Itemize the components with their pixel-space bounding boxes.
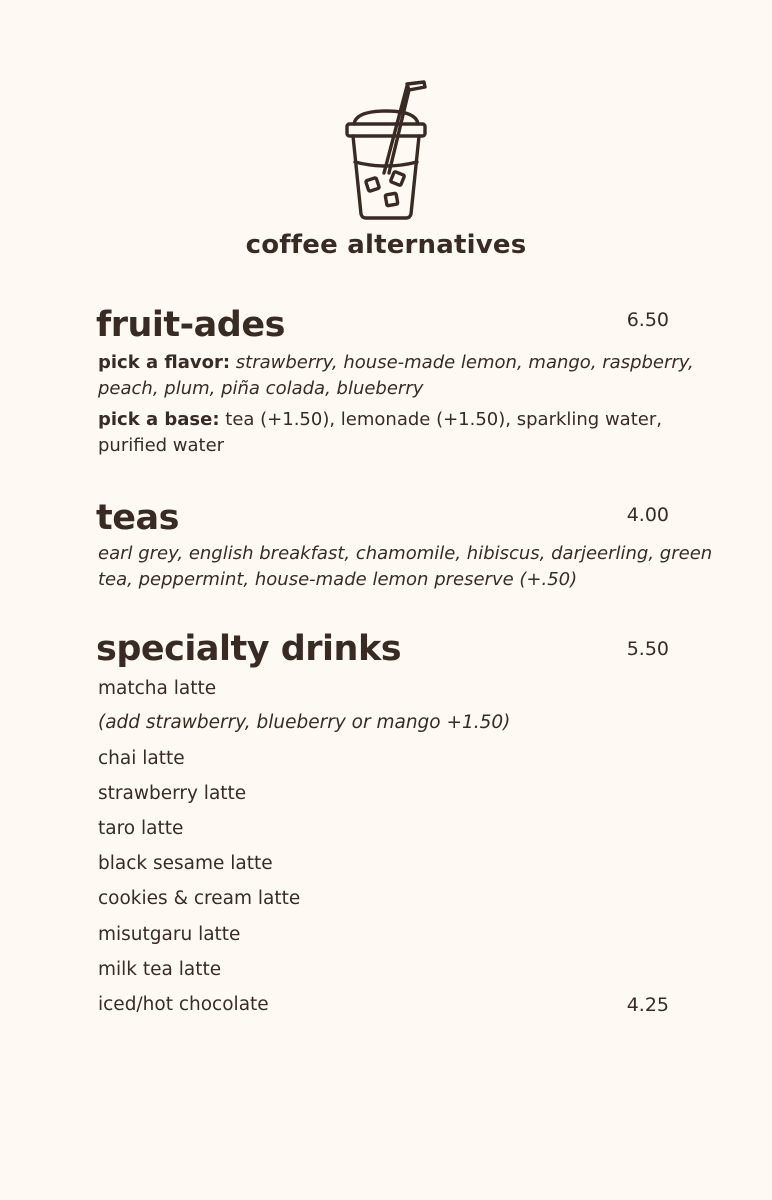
menu-item: misutgaru latte xyxy=(98,924,241,945)
page-title: coffee alternatives xyxy=(245,230,527,260)
menu-item: taro latte xyxy=(98,818,184,839)
tea-list: earl grey, english breakfast, chamomile, hibiscus, darjeerling, green tea, peppermint, house-made lemon preserve (+.50) xyxy=(98,543,713,590)
section-title-specialty-drinks: specialty drinks xyxy=(96,629,402,669)
menu-item: chai latte xyxy=(98,748,185,769)
menu-item: iced/hot chocolate xyxy=(98,994,269,1015)
section-title-fruit-ades: fruit-ades xyxy=(96,305,285,345)
price-teas: 4.00 xyxy=(626,504,669,526)
base-list: tea (+1.50), lemonade (+1.50), sparkling water, purified water xyxy=(98,409,662,456)
menu-item: cookies & cream latte xyxy=(98,888,301,909)
menu-item: black sesame latte xyxy=(98,853,273,874)
price-hot-chocolate: 4.25 xyxy=(626,994,669,1016)
flavor-label: pick a flavor: xyxy=(98,352,231,373)
price-fruit-ades: 6.50 xyxy=(626,309,669,331)
flavor-options xyxy=(98,350,708,402)
price-specialty-drinks: 5.50 xyxy=(626,638,669,660)
menu-item: milk tea latte xyxy=(98,959,222,980)
section-title-teas: teas xyxy=(96,498,179,538)
base-options xyxy=(98,407,708,459)
menu-item: matcha latte xyxy=(98,678,217,699)
menu-item: strawberry latte xyxy=(98,783,247,804)
flavor-list: strawberry, house-made lemon, mango, raspberry, peach, plum, piña colada, blueberry xyxy=(98,352,694,399)
base-label: pick a base: xyxy=(98,409,220,430)
menu-item-addon-note: (add strawberry, blueberry or mango +1.50) xyxy=(98,712,511,733)
iced-drink-cup-icon xyxy=(340,78,432,224)
